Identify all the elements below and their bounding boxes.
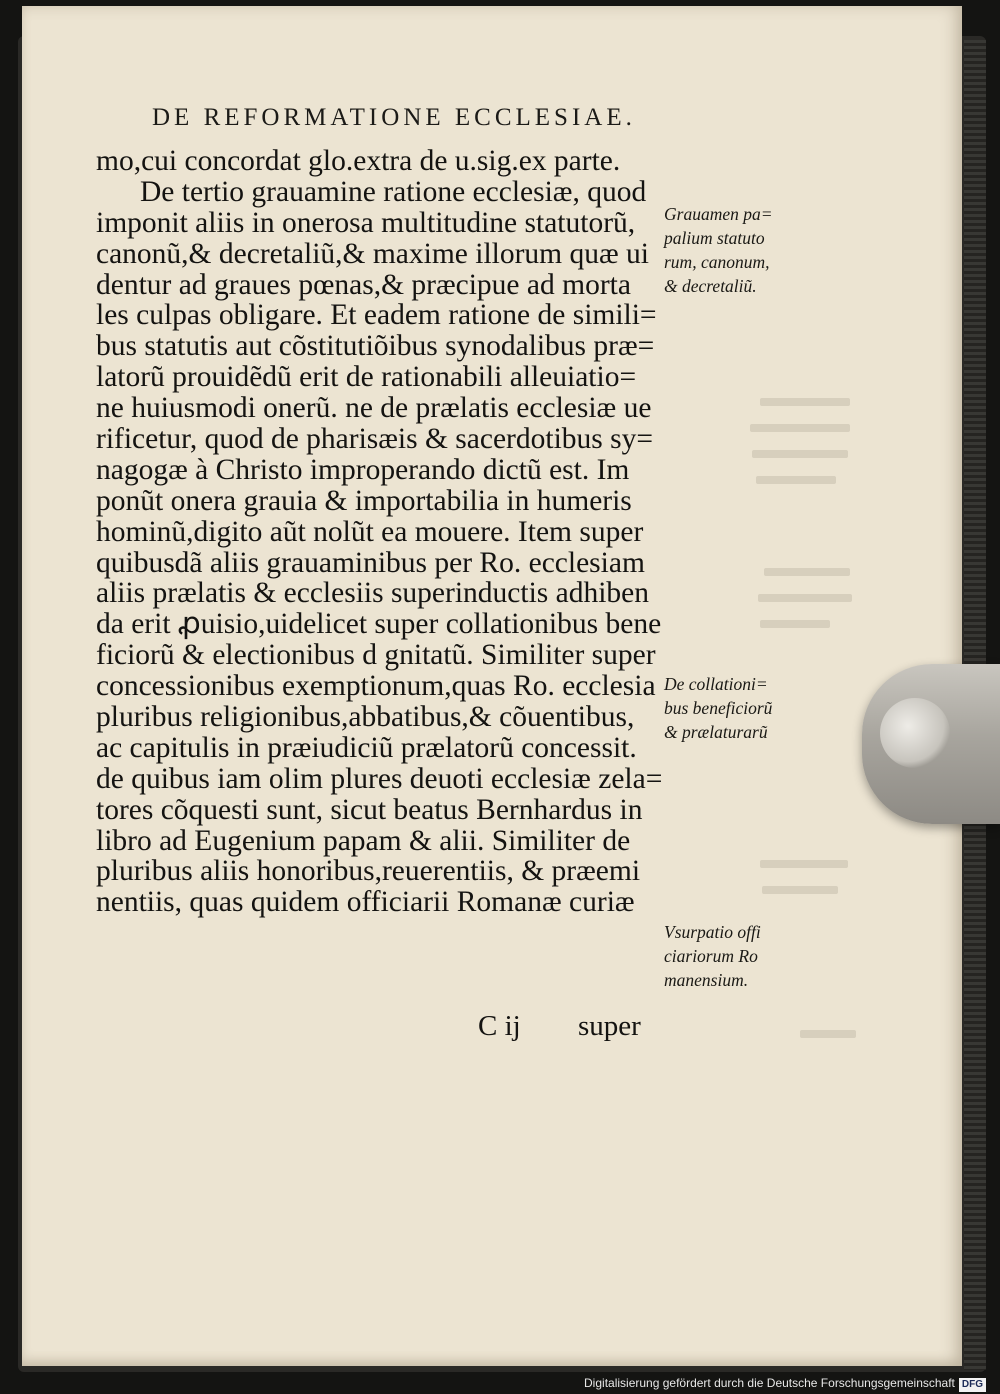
show-through xyxy=(750,424,850,432)
margin-note-line: Vsurpatio offi xyxy=(664,922,761,942)
margin-note-line: & prælaturarũ xyxy=(664,722,768,742)
margin-note-line: bus beneficiorũ xyxy=(664,698,773,718)
text-line: les culpas obligare. Et eadem ratione de simili= xyxy=(96,299,657,332)
margin-note-collationibus xyxy=(664,672,824,744)
text-line: ne huiusmodi onerũ. ne de prælatis ecclesiæ ue xyxy=(96,392,652,425)
credit-text: Digitalisierung gefördert durch die Deutsche Forschungsgemeinschaft xyxy=(584,1376,955,1390)
digitization-credit xyxy=(584,1374,986,1392)
text-line: aliis prælatis & ecclesiis superinductis adhiben xyxy=(96,577,650,610)
margin-note-usurpatio xyxy=(664,920,824,992)
text-line: concessionibus exemptionum,quas Ro. ecclesia xyxy=(96,670,656,703)
text-line: dentur ad graues pœnas,& præcipue ad morta xyxy=(96,268,631,301)
margin-note-line: De collationi= xyxy=(664,674,768,694)
text-line: pluribus aliis honoribus,reuerentiis, & præemi xyxy=(96,855,641,888)
show-through xyxy=(760,620,830,628)
margin-note-line: Grauamen pa= xyxy=(664,204,773,224)
margin-note-line: palium statuto xyxy=(664,228,765,248)
main-text-block xyxy=(96,146,696,918)
margin-note-grauamen xyxy=(664,202,824,298)
text-line: ficiorũ & electionibus d gnitatũ. Similiter super xyxy=(96,639,656,672)
glass-page-weight-highlight xyxy=(880,698,950,768)
text-line: imponit aliis in onerosa multitudine statutorũ, xyxy=(96,206,636,239)
margin-note-line: ciariorum Ro xyxy=(664,946,758,966)
show-through xyxy=(760,860,848,868)
text-line: da erit ꝓuisio,uidelicet super collationibus bene xyxy=(96,608,662,641)
show-through xyxy=(752,450,848,458)
text-line: libro ad Eugenium papam & alii. Similiter de xyxy=(96,824,631,857)
show-through xyxy=(762,886,838,894)
text-line: latorũ prouidẽdũ erit de rationabili alleuiatio= xyxy=(96,361,637,394)
text-line: pluribus religionibus,abbatibus,& cõuentibus, xyxy=(96,701,635,734)
text-line: nagogæ à Christo improperando dictũ est. Im xyxy=(96,453,630,486)
margin-note-line: rum, canonum, xyxy=(664,252,770,272)
text-line: hominũ,digito aũt nolũt ea mouere. Item super xyxy=(96,515,644,548)
show-through xyxy=(756,476,836,484)
text-line: ponũt onera grauia & importabilia in humeris xyxy=(96,484,632,517)
text-line: tores cõquesti sunt, sicut beatus Bernhardus in xyxy=(96,793,643,826)
text-line: quibusdã aliis grauaminibus per Ro. ecclesiam xyxy=(96,546,645,579)
catchword: super xyxy=(578,1010,641,1042)
text-line: ac capitulis in præiudiciũ prælatorũ concessit. xyxy=(96,731,637,764)
text-line: canonũ,& decretaliũ,& maxime illorum quæ ui xyxy=(96,237,649,270)
running-head: DE REFORMATIONE ECCLESIAE. xyxy=(152,104,636,131)
show-through xyxy=(760,398,850,406)
margin-note-line: & decretaliũ. xyxy=(664,276,757,296)
signature-line xyxy=(478,1010,678,1043)
show-through xyxy=(764,568,850,576)
text-line: bus statutis aut cõstitutiõibus synodalibus præ= xyxy=(96,330,655,363)
text-line: nentiis, quas quidem officiarii Romanæ curiæ xyxy=(96,886,635,919)
dfg-logo-icon: DFG xyxy=(959,1378,986,1392)
text-line: De tertio grauamine ratione ecclesiæ, quod xyxy=(140,175,647,208)
margin-note-line: manensium. xyxy=(664,970,749,990)
show-through xyxy=(800,1030,856,1038)
show-through xyxy=(758,594,852,602)
text-line: mo,cui concordat glo.extra de u.sig.ex parte. xyxy=(96,145,621,177)
text-line: rificetur, quod de pharisæis & sacerdotibus sy= xyxy=(96,423,653,456)
signature-mark: C ij xyxy=(478,1010,521,1042)
text-line: de quibus iam olim plures deuoti ecclesiæ zela= xyxy=(96,762,663,795)
